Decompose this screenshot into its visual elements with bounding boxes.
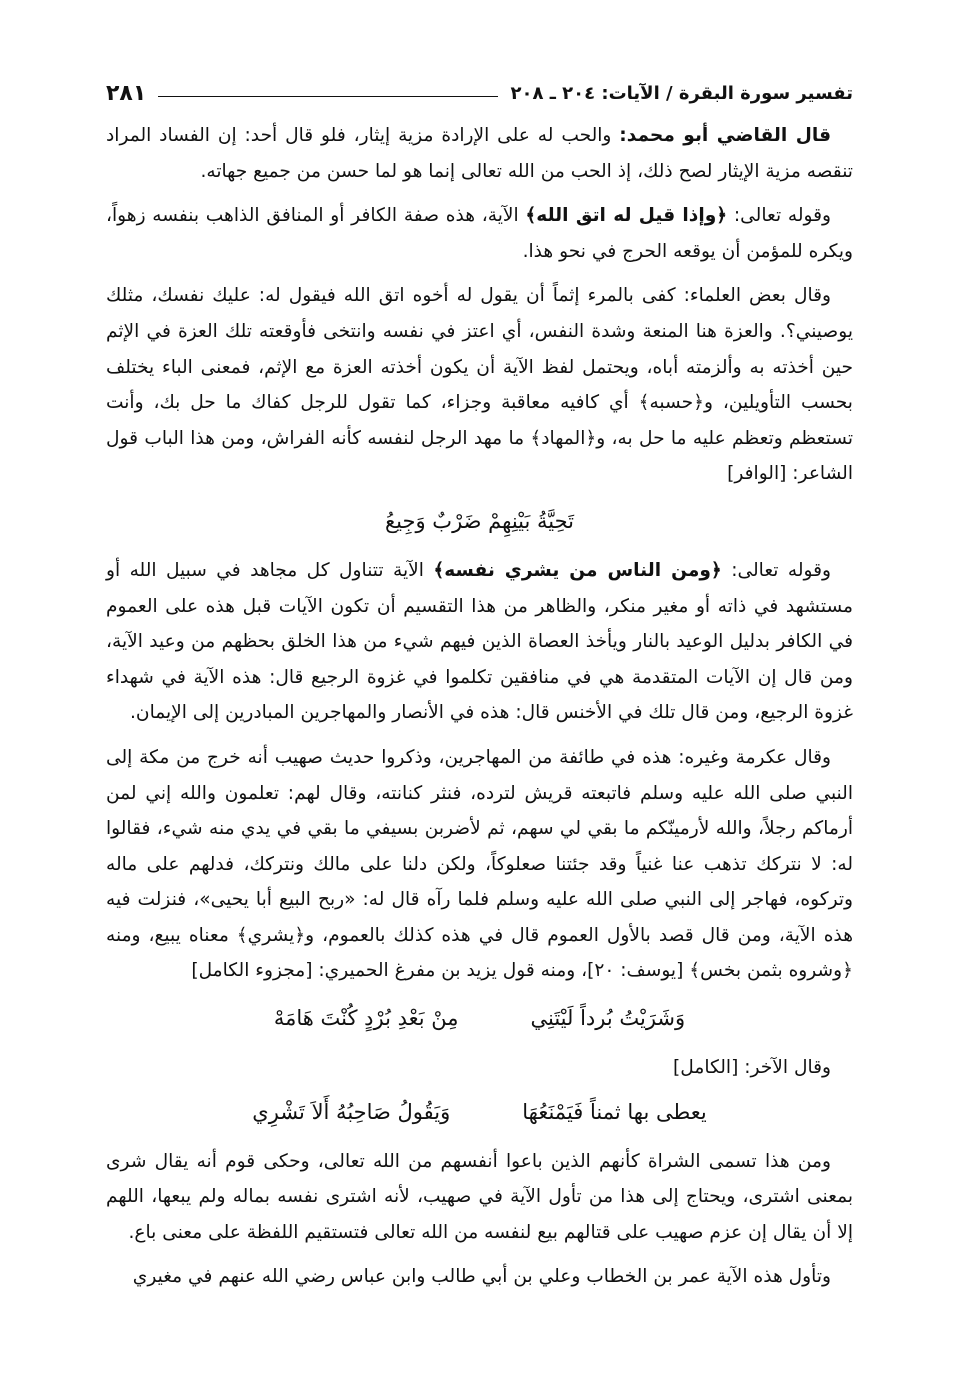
quran-quote: ﴿وإذا قيل له اتق الله﴾ xyxy=(525,205,728,227)
paragraph-4-pre: وقوله تعالى: xyxy=(721,559,832,581)
paragraph-1 xyxy=(106,118,853,189)
speaker-label: قال القاضي أبو محمد: xyxy=(619,125,831,146)
header-title: تفسير سورة البقرة / الآيات: ٢٠٤ ـ ٢٠٨ xyxy=(510,82,853,104)
paragraph-6-text: ومن هذا تسمى الشراة كأنهم الذين باعوا أنفسهم من الله تعالى، وحكى قوم أنه يقال شرى بمعنى اشترى، ويحتاج إلى هذا من تأول الآية في صهيب، لأنه اشترى نفسه بماله ولم يبعها، اللهم إلا أن يقال إن عزم صهيب على قتالهم بيع لنفسه من الله تعالى فتستقيم اللفظة على معنى باع. xyxy=(106,1150,853,1243)
verse-hemistich-second: مِنْ بَعْدِ بُرْدٍ كُنْتَ هَامَهْ xyxy=(273,1006,459,1031)
paragraph-4 xyxy=(106,553,853,731)
header-rule xyxy=(158,96,498,97)
paragraph-1-text: والحب له على الإرادة مزية إيثار، فلو قال أحد: إن الفساد المراد تنقصه مزية الإيثار لصح ذلك، إذ الحب من الله تعالى إنما هو لما حسن من جميع جهاته. xyxy=(106,125,853,182)
paragraph-2-text: الآية، هذه صفة الكافر أو المنافق الذاهب بنفسه زهواً، ويكره للمؤمن أن يوقعه الحرج في نحو هذا. xyxy=(106,205,853,262)
verse-kamil-couplet xyxy=(106,1092,853,1136)
verse-wafir: تَحِيَّةُ بَيْنِهِمْ ضَرْبٌ وَجِيعُ xyxy=(384,508,575,533)
quran-quote: ﴿ومن الناس من يشري نفسه﴾ xyxy=(433,559,722,581)
verse-hemistich-first: يعطى بها ثمناً فَيَمْنَعُهَا xyxy=(522,1099,707,1124)
paragraph-3-text: وقال بعض العلماء: كفى بالمرء إثماً أن يقول له أخوه اتق الله فيقول له: عليك نفسك، مثلك يوصيني؟. والعزة هنا المنعة وشدة النفس، أي اعتز في نفسه وانتخى فأوقعته تلك العزة في الإثم حين أخذته به وألزمته أباه، ويحتمل لفظ الآية أن يكون أخذته العزة مع الإثم، فمعنى الباء يختلف بحسب التأويلين، و﴿حسبه﴾ أي كافيه معاقبة وجزاء، كما تقول للرجل كفاك ما حل بك، وأنت تستعظم وتعظم عليه ما حل به، و﴿المهاد﴾ ما مهد الرجل لنفسه كأنه الفراش، ومن هذا الباب قول الشاعر: [الوافر] xyxy=(106,285,853,485)
paragraph-7 xyxy=(106,1259,853,1295)
paragraph-6 xyxy=(106,1144,853,1251)
verse-hemistich-first: وَشَرَيْتُ بُرداً لَيْتَنِي xyxy=(530,1006,686,1031)
paragraph-2 xyxy=(106,198,853,269)
body-text xyxy=(106,118,853,1295)
paragraph-3 xyxy=(106,278,853,492)
verse-majzu-couplet xyxy=(106,998,853,1042)
paragraph-7-text: وتأول هذه الآية عمر بن الخطاب وعلي بن أبي طالب وابن عباس رضي الله عنهم في مغيري xyxy=(132,1266,831,1288)
paragraph-5-text: وقال عكرمة وغيره: هذه في طائفة من المهاجرين، وذكروا حديث صهيب أنه خرج من مكة إلى النبي صلى الله عليه وسلم فاتبعته قريش لترده، فنثر كنانته، وقال لهم: تعلمون والله إني لمن أرماكم رجلاً، والله لأرمينّكم ما بقي لي سهم، ثم لأضربن بسيفي ما بقي في يدي منه شيء، فقالوا له: لا نتركك تذهب عنا غنياً وقد جئتنا صعلوكاً، ولكن دلنا على مالك ونتركك، فدلهم على ماله وتركوه، فهاجر إلى النبي صلى الله عليه وسلم فلما رآه قال له: «ربح البيع أبا يحيى»، فنزلت فيه هذه الآية، ومن قال قصد بالأول العموم قال في هذه كذلك بالعموم، و﴿يشري﴾ معناه يبيع، ومنه ﴿وشروه بثمن بخس﴾ [يوسف: ٢٠]، ومنه قول يزيد بن مفرغ الحميري: [مجزوء الكامل] xyxy=(106,746,853,982)
paragraph-2-pre: وقوله تعالى: xyxy=(727,205,831,227)
verse-hemistich-second: وَيَقُولُ صَاحِبُهُ أَلاَ تَشْرِي xyxy=(252,1099,451,1124)
paragraph-4-text: الآية تتناول كل مجاهد في سبيل الله أو مستشهد في ذاته أو مغير منكر، والظاهر من هذا التقسيم أن تكون الآيات قبل هذه على العموم في الكافر بدليل الوعيد بالنار ويأخذ العصاة الذين فيهم شيء من هذا الخلق بحظهم من وعيد الآية، ومن قال إن الآيات المتقدمة هي في منافقين تكلموا في غزوة الرجيع قال: هذه الآية في شهداء غزوة الرجيع، ومن قال تلك في الأخنس قال: هذه في الأنصار والمهاجرين المبادرين إلى الإيمان. xyxy=(106,559,853,724)
verse-intro: وقال الآخر: [الكامل] xyxy=(673,1057,831,1079)
page-number: ٢٨١ xyxy=(106,80,147,106)
paragraph-5 xyxy=(106,740,853,989)
running-header xyxy=(106,78,853,108)
